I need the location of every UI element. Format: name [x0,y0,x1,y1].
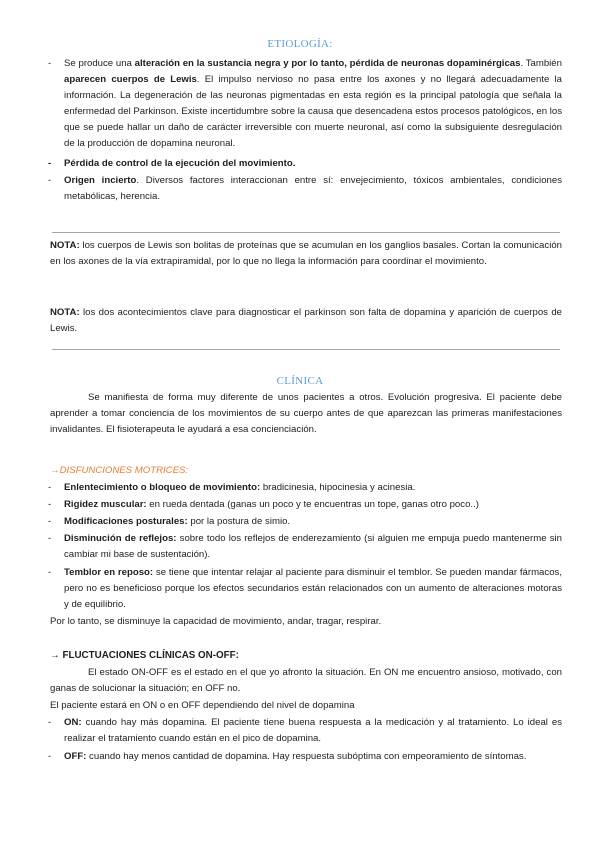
bullet-marker: - [48,516,52,527]
item-label: Enlentecimiento o bloqueo de movimiento: [64,482,261,493]
etiologia-heading: ETIOLOGÍA: [267,38,333,50]
note-1 [50,238,562,270]
bold-text: alteración en la sustancia negra y por lo tanto, pérdida de neuronas dopaminérgicas [134,58,521,69]
item-label: Rigidez muscular: [64,499,147,510]
motor-item-3 [64,514,562,530]
item-text: sobre todo los reflejos de enderezamiento (si alguien me empuja puedo mantenerme sin cambiar mi base de sustentación). [64,533,563,560]
item-text: por la postura de simio. [187,516,291,527]
note-text: los cuerpos de Lewis son bolitas de proteínas que se acumulan en los ganglios basales. Cortan la comunicación en los axones de la vía extrapiramidal, por lo que no llega la información para coordinar el movimiento. [50,240,562,267]
note-text: los dos acontecimientos clave para diagnosticar el parkinson son falta de dopamina y aparición de cuerpos de Lewis. [50,307,562,334]
clinica-intro [50,390,562,438]
fluctuations-p1 [50,665,562,697]
note-2 [50,305,562,337]
bullet-marker: - [48,567,52,578]
bullet-marker: - [48,58,52,69]
motor-item-2 [64,497,562,513]
item-text: se tiene que intentar relajar al paciente para disminuir el temblor. Se pueden mandar fármacos, pero no es beneficioso porque los efectos secundarios están relacionados con un aumento de alteraciones motoras y de equilibrio. [64,567,562,610]
etiologia-item-2 [64,156,562,172]
motor-item-5 [64,565,562,613]
motor-item-4 [64,531,562,563]
text: El estado ON-OFF es el estado en el que yo afronto la situación. En ON me encuentro ansioso, motivado, con ganas de solucionar la situación; en OFF no. [50,667,562,694]
bullet-marker: - [48,499,52,510]
bold-text: Pérdida de control de la ejecución del movimiento [64,158,293,169]
bullet-marker: - [48,533,52,544]
item-label: OFF: [64,751,87,762]
item-label: Modificaciones posturales: [64,516,188,527]
item-text: cuando hay menos cantidad de dopamina. Hay respuesta subóptima con empeoramiento de síntomas. [86,751,527,762]
bold-text: . [292,158,296,169]
bullet-marker: - [48,158,52,169]
etiologia-item-3 [64,173,562,205]
divider [52,349,560,350]
motor-conclusion: Por lo tanto, se disminuye la capacidad de movimiento, andar, tragar, respirar. [50,616,382,627]
item-label: Disminución de reflejos: [64,533,177,544]
text: . También [520,58,562,69]
bullet-marker: - [48,175,52,186]
note-label: NOTA: [50,307,80,318]
item-label: Temblor en reposo: [64,567,154,578]
text: . El impulso nervioso no pasa entre los axones y no llegará adecuadamente la información. La degeneración de las neuronas pigmentadas en esta región es la principal patología que señala la enfermedad del Parkinson. Existe incertidumbre sobre la causa que desencadena estos procesos patológicos, en los que se puede hallar un daño de carácter irreversible con muerte neuronal, así como la subsiguiente desregulación de la producción de dopamina neuronal. [64,74,562,149]
clinica-heading: CLÍNICA [276,375,324,387]
motor-item-1 [64,480,562,496]
divider [52,232,560,233]
bullet-marker: - [48,717,52,728]
fluct-item-off [64,749,562,765]
text: . Diversos factores interaccionan entre sí: envejecimiento, tóxicos ambientales, condiciones metabólicas, herencia. [64,175,562,202]
item-text: en rueda dentada (ganas un poco y te encuentras un tope, ganas otro poco..) [146,499,479,510]
etiologia-item-1 [64,56,562,152]
bold-text: aparecen cuerpos de Lewis [64,74,197,85]
text: Se produce una [64,58,135,69]
fluctuations-p2: El paciente estará en ON o en OFF dependiendo del nivel de dopamina [50,700,355,711]
item-label: ON: [64,717,82,728]
note-label: NOTA: [50,240,80,251]
bullet-marker: - [48,751,52,762]
item-text: cuando hay más dopamina. El paciente tiene buena respuesta a la medicación y al tratamiento. Lo ideal es realizar el tratamiento cuando están en el pico de dopamina. [64,717,562,744]
fluct-item-on [64,715,562,747]
fluctuations-title: → FLUCTUACIONES CLÍNICAS ON-OFF: [50,650,239,661]
text: Se manifiesta de forma muy diferente de unos pacientes a otros. Evolución progresiva. El paciente debe aprender a tomar conciencia de los movimientos de su cuerpo antes de que aparezcan las primeras manifestaciones invalidantes. El fisioterapeuta le ayudará a esa concienciación. [50,392,562,435]
bullet-marker: - [48,482,52,493]
motor-dysfunctions-title: →DISFUNCIONES MOTRICES: [50,465,189,476]
item-text: bradicinesia, hipocinesia y acinesia. [260,482,416,493]
bold-text: Origen incierto [64,175,137,186]
